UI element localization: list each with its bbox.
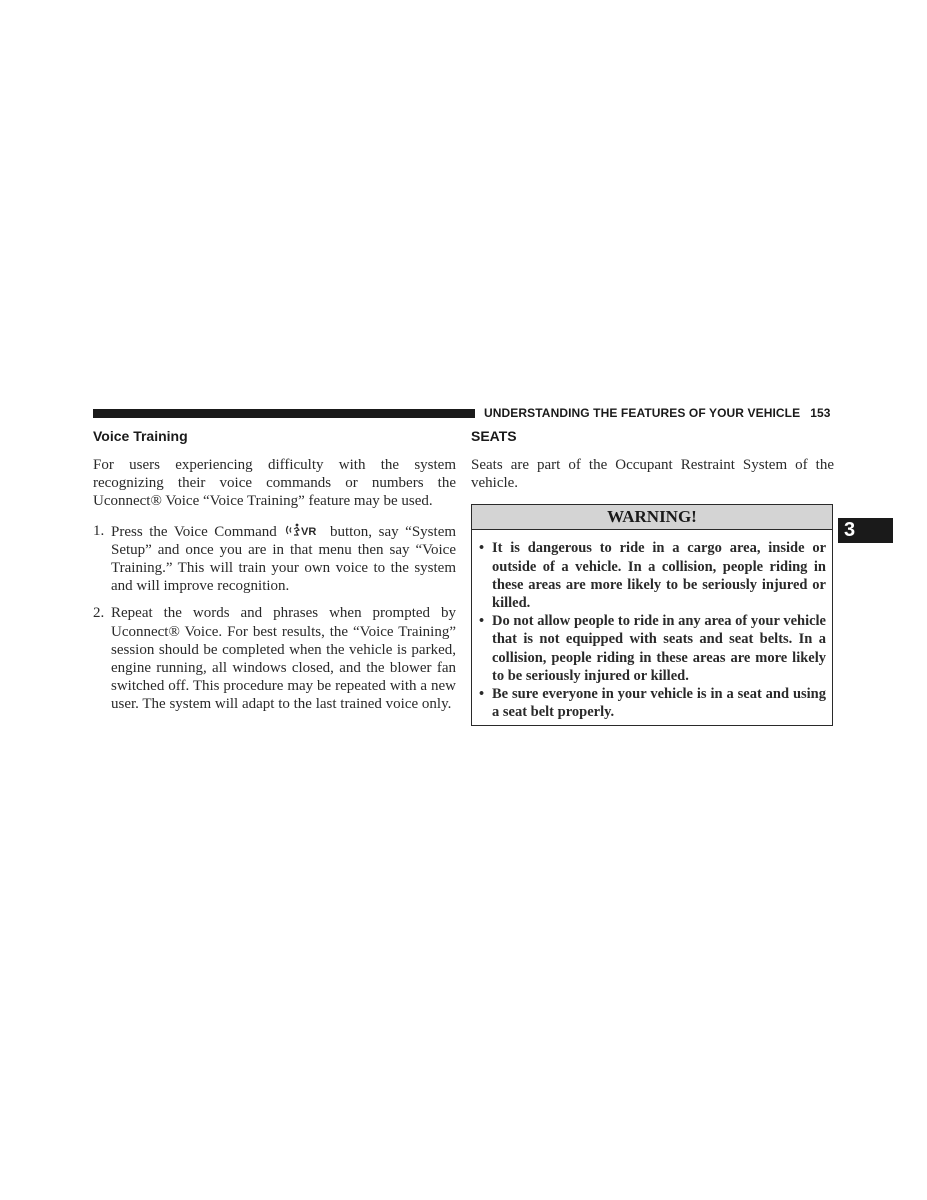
bullet-icon: •: [479, 686, 485, 703]
step-1-text-after: button, say “System Setup” and once you are in that menu then say “Voice Training.” This will train your own voice to the system and will improve recognition.: [111, 523, 457, 595]
left-column: [93, 427, 456, 723]
warning-title: WARNING!: [472, 505, 832, 530]
header-rule: [93, 409, 475, 418]
voice-command-vr-icon: [285, 522, 321, 538]
warning-item: [478, 539, 826, 612]
warning-item-text: It is dangerous to ride in a cargo area, inside or outside of a vehicle. In a collision, people riding in these areas are more likely to be seriously injured or killed.: [492, 540, 826, 612]
voice-training-heading: Voice Training: [93, 428, 188, 444]
seats-intro: Seats are part of the Occupant Restraint System of the vehicle.: [471, 457, 834, 492]
step-1: [93, 522, 456, 596]
step-2-text: Repeat the words and phrases when prompted by Uconnect® Voice. For best results, the “Voice Training” session should be completed when the vehicle is parked, engine running, all windows closed, and the blower fan switched off. This procedure may be repeated with a new user. The system will adapt to the last trained voice only.: [111, 605, 456, 713]
right-column: [471, 427, 834, 726]
bullet-icon: •: [479, 540, 485, 557]
bullet-icon: •: [479, 613, 485, 630]
warning-item: [478, 612, 826, 685]
page-number: 153: [810, 406, 831, 420]
warning-item-text: Be sure everyone in your vehicle is in a seat and using a seat belt properly.: [492, 686, 826, 721]
chapter-tab: [838, 518, 893, 543]
running-header: [484, 406, 834, 420]
warning-list: [472, 530, 832, 725]
seats-heading: SEATS: [471, 428, 517, 444]
warning-item: [478, 685, 826, 721]
svg-text:VR: VR: [301, 525, 317, 538]
step-2: [93, 604, 456, 713]
header-title: UNDERSTANDING THE FEATURES OF YOUR VEHICLE: [484, 406, 801, 420]
warning-box: [471, 504, 833, 726]
step-1-text-before: Press the Voice Command: [111, 523, 277, 540]
step-1-number: 1.: [93, 522, 105, 539]
voice-training-intro: For users experiencing difficulty with the system recognizing their voice commands or numbers the Uconnect® Voice “Voice Training” feature may be used.: [93, 457, 456, 510]
chapter-number: 3: [844, 519, 856, 541]
voice-training-steps: [93, 522, 456, 714]
warning-item-text: Do not allow people to ride in any area of your vehicle that is not equipped with seats and seat belts. In a collision, people riding in these areas are more likely to be seriously injured or killed.: [492, 613, 826, 684]
step-2-number: 2.: [93, 605, 105, 622]
